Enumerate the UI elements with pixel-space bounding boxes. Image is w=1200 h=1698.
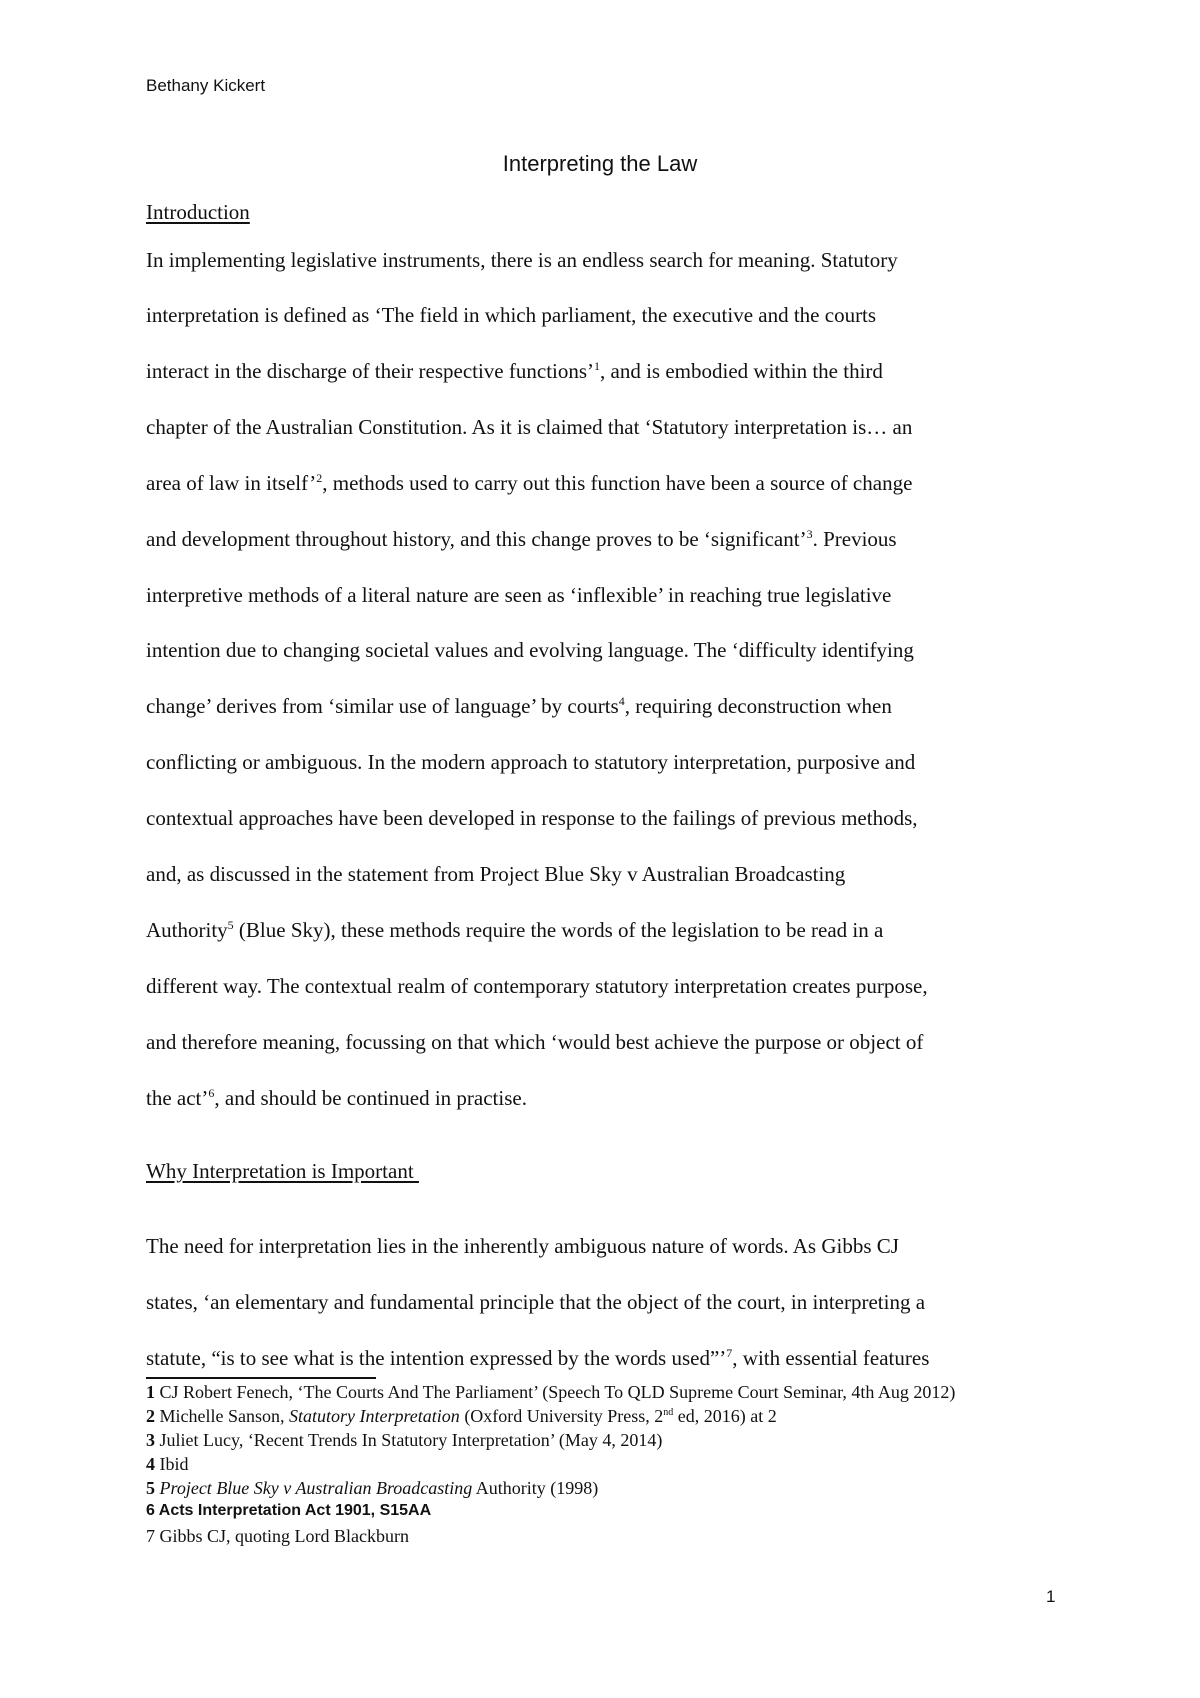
section-heading-why-interpretation: Why Interpretation is Important: [146, 1159, 419, 1183]
body-line: and therefore meaning, focussing on that which ‘would best achieve the purpose or object of: [146, 1030, 924, 1054]
footnote-ref: 5: [227, 918, 234, 932]
body-line: The need for interpretation lies in the inherently ambiguous nature of words. As Gibbs CJ: [146, 1234, 899, 1258]
footnote: 4 Ibid: [146, 1454, 189, 1474]
body-line: and, as discussed in the statement from Project Blue Sky v Australian Broadcasting: [146, 862, 846, 886]
body-line: interpretive methods of a literal nature are seen as ‘inflexible’ in reaching true legislative: [146, 583, 892, 607]
footnote-ref: 7: [726, 1346, 733, 1360]
section-heading-introduction: Introduction: [146, 200, 250, 224]
page-title: Interpreting the Law: [502, 151, 698, 176]
body-line: states, ‘an elementary and fundamental principle that the object of the court, in interpreting a: [146, 1290, 926, 1314]
body-line: interact in the discharge of their respective functions’$^1$, and is embodied within the third: [146, 359, 883, 383]
footnote-ref: 1: [594, 359, 601, 373]
footnote: 1 CJ Robert Fenech, ‘The Courts And The Parliament’ (Speech To QLD Supreme Court Seminar, 4th Aug 2012): [146, 1382, 956, 1402]
body-line: statute, “is to see what is the intention expressed by the words used”’$^7$, with essential features: [146, 1346, 930, 1370]
footnote: 5 Project Blue Sky v Australian Broadcasting Authority (1998): [146, 1478, 599, 1498]
footnote-ref: 3: [806, 527, 813, 541]
body-line: different way. The contextual realm of contemporary statutory interpretation creates purpose,: [146, 974, 928, 998]
page-number: 1: [1046, 1587, 1056, 1606]
footnote: 7 Gibbs CJ, quoting Lord Blackburn: [146, 1526, 409, 1546]
body-line: change’ derives from ‘similar use of language’ by courts$^4$, requiring deconstruction when: [146, 694, 892, 718]
body-line: In implementing legislative instruments, there is an endless search for meaning. Statutory: [146, 248, 898, 272]
footnote: 6 Acts Interpretation Act 1901, S15AA: [146, 1502, 432, 1519]
footnote: 2 Michelle Sanson, Statutory Interpretation (Oxford University Press, 2nd ed, 2016) at 2: [146, 1406, 777, 1426]
footnote: 3 Juliet Lucy, ‘Recent Trends In Statutory Interpretation’ (May 4, 2014): [146, 1430, 663, 1450]
body-line: chapter of the Australian Constitution. As it is claimed that ‘Statutory interpretation is… an: [146, 415, 913, 439]
footnote-ref: 6: [208, 1086, 215, 1100]
body-line: area of law in itself’$^2$, methods used to carry out this function have been a source of change: [146, 471, 913, 495]
footnote-ref: 2: [316, 471, 323, 485]
body-line: conflicting or ambiguous. In the modern approach to statutory interpretation, purposive and: [146, 750, 916, 774]
footnote-separator: [146, 1377, 376, 1379]
body-line: contextual approaches have been developed in response to the failings of previous methods,: [146, 806, 918, 830]
body-line: intention due to changing societal values and evolving language. The ‘difficulty identifying: [146, 638, 914, 662]
body-line: Authority$^5$ (Blue Sky), these methods require the words of the legislation to be read in a: [146, 918, 884, 942]
footnote-ref: 4: [618, 694, 625, 708]
body-line: and development throughout history, and this change proves to be ‘significant’$^3$. Previous: [146, 527, 897, 551]
body-line: the act’$^6$, and should be continued in practise.: [146, 1086, 527, 1110]
page-header-author: Bethany Kickert: [146, 76, 266, 95]
body-line: interpretation is defined as ‘The field in which parliament, the executive and the courts: [146, 303, 877, 327]
